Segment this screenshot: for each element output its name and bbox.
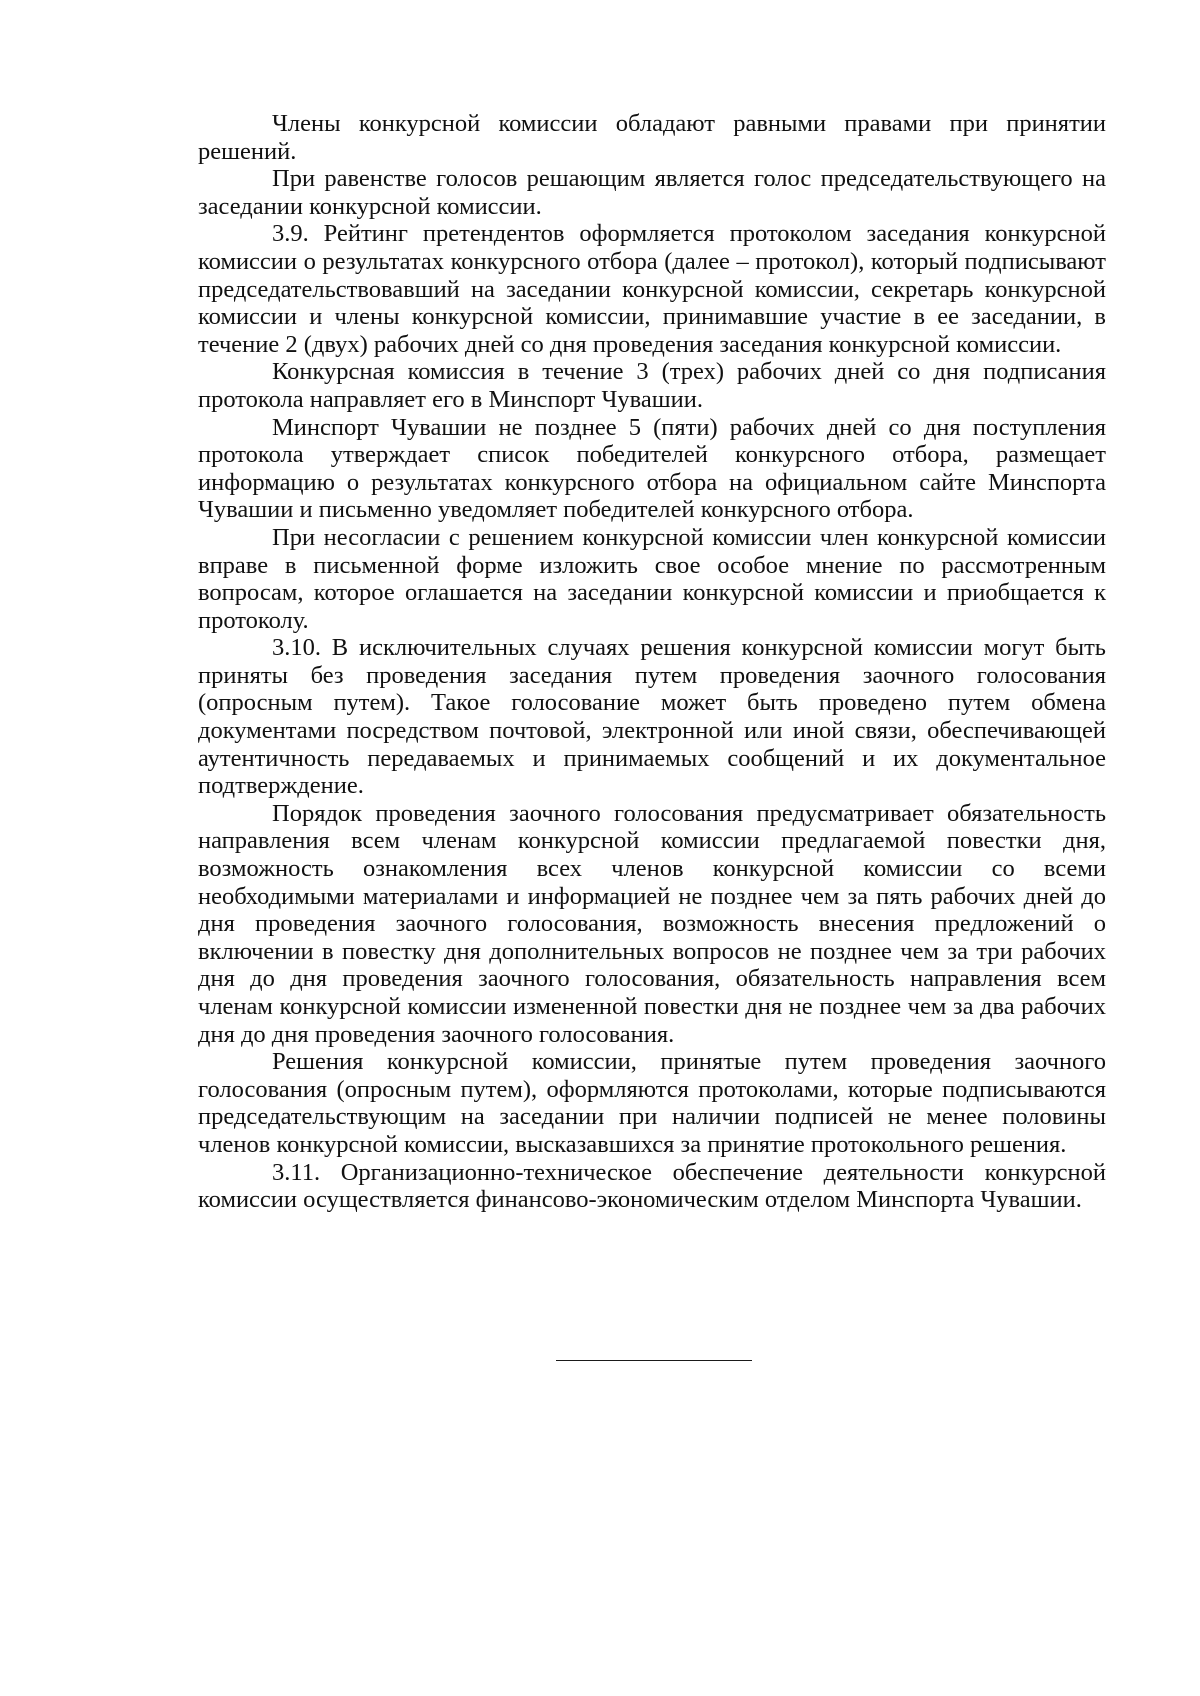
paragraph-voting-procedure: Порядок проведения заочного голосования предусматривает обязательность направления всем членам конкурсной комиссии предлагаемой повестки дня, возможность ознакомления всех членов конкурсной комиссии со всеми необходимыми материалами и информацией не позднее чем за пять рабочих дней до дня проведения заочного голосования, возможность внесения предложений о включении в повестку дня дополнительных вопросов не позднее чем за три рабочих дня до дня проведения заочного голосования, обязательность направления всем членам конкурсной комиссии измененной повестки дня не позднее чем за два рабочих дня до дня проведения заочного голосования. [198, 799, 1106, 1048]
paragraph-winners-approval: Минспорт Чувашии не позднее 5 (пяти) рабочих дней со дня поступления протокола утверждает список победителей конкурсного отбора, размещает информацию о результатах конкурсного отбора на официальном сайте Минспорта Чувашии и письменно уведомляет победителей конкурсного отбора. [198, 413, 1106, 524]
paragraph-dissenting-opinion: При несогласии с решением конкурсной комиссии член конкурсной комиссии вправе в письменной форме изложить свое особое мнение по рассмотренным вопросам, которое оглашается на заседании конкурсной комиссии и приобщается к протоколу. [198, 523, 1106, 634]
end-separator-line [556, 1360, 752, 1361]
paragraph-tie-vote: При равенстве голосов решающим является голос председательствующего на заседании конкурсной комиссии. [198, 165, 1106, 220]
paragraph-equal-rights: Члены конкурсной комиссии обладают равными правами при принятии решений. [198, 110, 1106, 165]
document-body [198, 110, 1106, 1214]
paragraph-3-9-rating: 3.9. Рейтинг претендентов оформляется протоколом заседания конкурсной комиссии о результатах конкурсного отбора (далее – протокол), который подписывают председательствовавший на заседании конкурсной комиссии, секретарь конкурсной комиссии и члены конкурсной комиссии, принимавшие участие в ее заседании, в течение 2 (двух) рабочих дней со дня проведения заседания конкурсной комиссии. [198, 220, 1106, 358]
paragraph-protocol-forwarding: Конкурсная комиссия в течение 3 (трех) рабочих дней со дня подписания протокола направляет его в Минспорт Чувашии. [198, 358, 1106, 413]
paragraph-voting-decisions: Решения конкурсной комиссии, принятые путем проведения заочного голосования (опросным путем), оформляются протоколами, которые подписываются председательствующим на заседании при наличии подписей не менее половины членов конкурсной комиссии, высказавшихся за принятие протокольного решения. [198, 1048, 1106, 1158]
paragraph-3-11-support: 3.11. Организационно-техническое обеспечение деятельности конкурсной комиссии осуществляется финансово-экономическим отделом Минспорта Чувашии. [198, 1158, 1106, 1214]
paragraph-3-10-absentee-voting: 3.10. В исключительных случаях решения конкурсной комиссии могут быть приняты без проведения заседания путем проведения заочного голосования (опросным путем). Такое голосование может быть проведено путем обмена документами посредством почтовой, электронной или иной связи, обеспечивающей аутентичность передаваемых и принимаемых сообщений и их документальное подтверждение. [198, 634, 1106, 800]
